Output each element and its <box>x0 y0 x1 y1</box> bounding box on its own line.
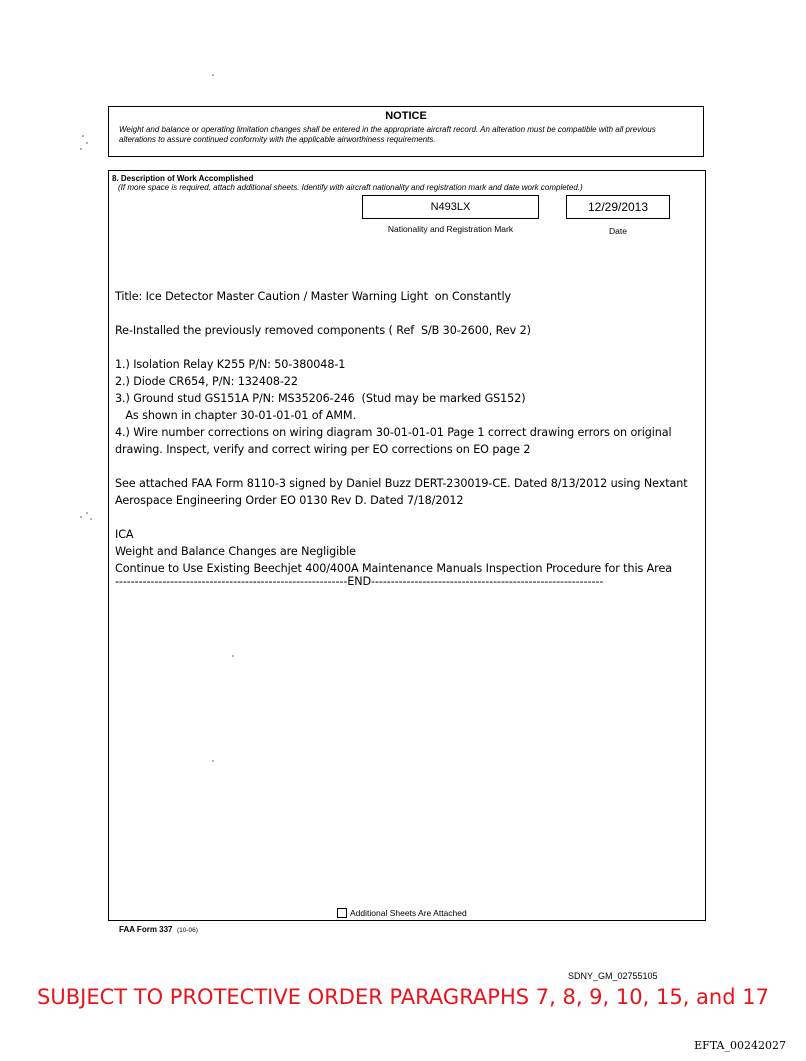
scan-speck <box>80 148 82 150</box>
scan-speck <box>86 512 88 514</box>
form-id <box>119 925 198 934</box>
list-item: 4.) Wire number corrections on wiring diagram 30-01-01-01 Page 1 correct drawing errors on original <box>115 426 672 439</box>
scan-speck <box>82 135 84 137</box>
faa-reference-line-1: See attached FAA Form 8110-3 signed by Daniel Buzz DERT-230019-CE. Dated 8/13/2012 using Nextant <box>115 477 688 490</box>
list-item: 1.) Isolation Relay K255 P/N: 50-380048-1 <box>115 358 346 371</box>
additional-sheets-checkbox <box>337 908 347 918</box>
continue-line: Continue to Use Existing Beechjet 400/400A Maintenance Manuals Inspection Procedure for this Area <box>115 562 672 575</box>
work-title: Title: Ice Detector Master Caution / Master Warning Light on Constantly <box>115 290 511 303</box>
list-item: 2.) Diode CR654, P/N: 132408-22 <box>115 375 298 388</box>
scan-speck <box>80 516 82 518</box>
scan-speck <box>212 74 214 76</box>
faa-reference-line-2: Aerospace Engineering Order EO 0130 Rev D. Dated 7/18/2012 <box>115 494 464 507</box>
registration-mark-label: Nationality and Registration Mark <box>387 224 514 234</box>
efta-number: EFTA_00242027 <box>694 1039 786 1052</box>
ica-heading: ICA <box>115 528 134 541</box>
reinstalled-line: Re-Installed the previously removed components ( Ref S/B 30-2600, Rev 2) <box>115 324 531 337</box>
scan-speck <box>212 760 214 762</box>
notice-title: NOTICE <box>385 110 427 122</box>
list-item: drawing. Inspect, verify and correct wiring per EO corrections on EO page 2 <box>115 443 531 456</box>
section-subtitle: (If more space is required, attach additional sheets. Identify with aircraft nationality and registration mark and date work completed.) <box>118 183 583 192</box>
additional-sheets-label: Additional Sheets Are Attached <box>350 908 467 918</box>
protective-order-stamp: SUBJECT TO PROTECTIVE ORDER PARAGRAPHS 7, 8, 9, 10, 15, and 17 <box>37 985 769 1009</box>
notice-box <box>108 106 704 157</box>
end-line: -----------------------------------------------------------END----------------------------------------------------------- <box>115 575 604 588</box>
list-item: 3.) Ground stud GS151A P/N: MS35206-246 (Stud may be marked GS152) <box>115 392 526 405</box>
work-description-text <box>115 288 705 590</box>
section-title: 8. Description of Work Accomplished <box>112 174 254 183</box>
bates-number: SDNY_GM_02755105 <box>568 971 658 981</box>
list-item: As shown in chapter 30-01-01-01 of AMM. <box>115 409 356 422</box>
scan-speck <box>90 518 92 520</box>
scan-speck <box>232 655 234 657</box>
weight-balance-line: Weight and Balance Changes are Negligible <box>115 545 356 558</box>
registration-mark-field: N493LX <box>362 195 539 219</box>
form-number: FAA Form 337 <box>119 925 173 934</box>
scan-speck <box>86 142 88 144</box>
date-field: 12/29/2013 <box>566 195 670 219</box>
notice-text: Weight and balance or operating limitation changes shall be entered in the appropriate aircraft record. An alteration must be compatible with all previous alterations to assure continued conformity with the applicable airworthiness requirements. <box>119 125 656 144</box>
form-revision: (10-06) <box>176 927 198 934</box>
date-label: Date <box>609 226 627 236</box>
additional-sheets-option <box>337 908 467 918</box>
